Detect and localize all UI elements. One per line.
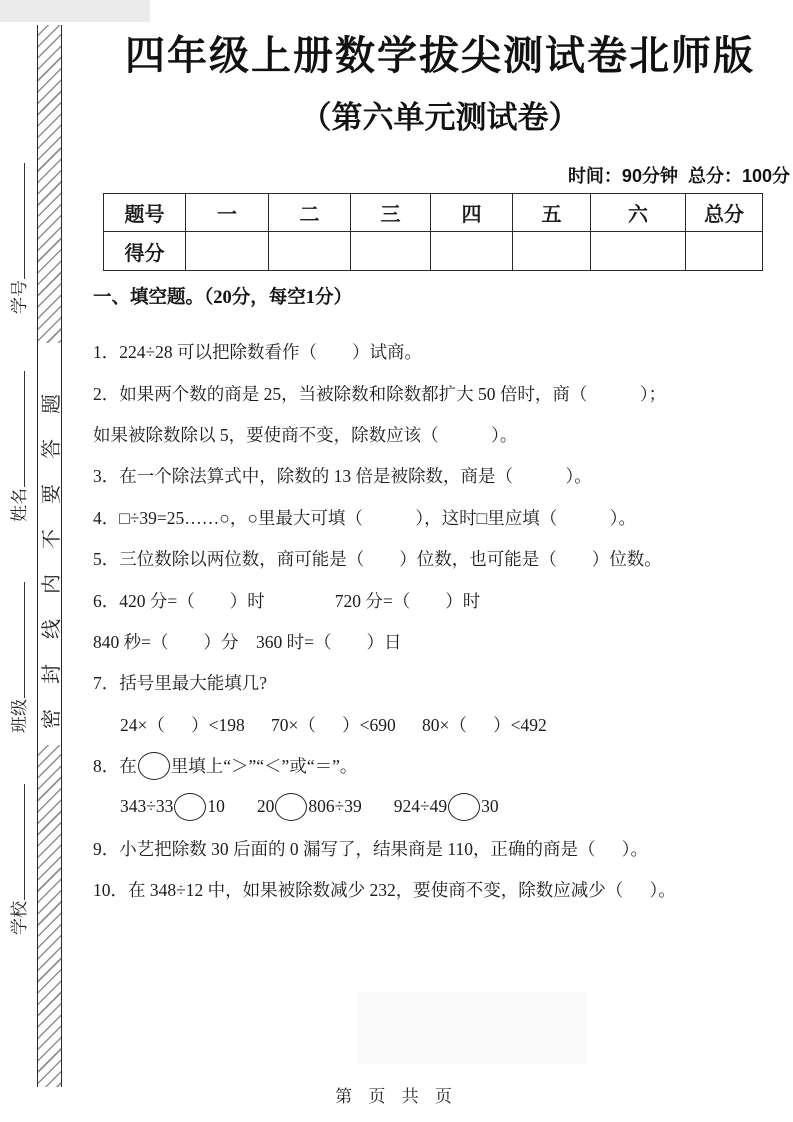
q8-item-1-post: 10	[207, 796, 225, 817]
score-table-corner: 题号	[104, 194, 186, 232]
q8-item-3-post: 30	[481, 796, 499, 817]
score-table-col-5: 五	[513, 194, 591, 232]
school-field	[9, 765, 31, 935]
question-8-items	[93, 786, 791, 827]
scan-artifact-top-left	[0, 0, 150, 22]
compare-circle-icon	[448, 793, 480, 821]
student-id-label: 学号	[10, 280, 29, 314]
question-8-text-post: 里填上“＞”“＜”或“＝”。	[170, 756, 358, 777]
question-1: 1．224÷28 可以把除数看作（ ）试商。	[93, 342, 422, 363]
compare-circle-icon	[138, 752, 170, 780]
name-blank-line	[9, 371, 25, 487]
class-label: 班级	[10, 699, 29, 733]
compare-circle-icon	[275, 793, 307, 821]
paper-subtitle: （第六单元测试卷）	[300, 100, 580, 135]
score-cell	[513, 232, 591, 271]
question-7: 7．括号里最大能填几?	[93, 673, 268, 694]
school-blank-line	[9, 784, 25, 900]
scan-artifact-bottom	[357, 992, 587, 1064]
score-cell	[431, 232, 513, 271]
question-8-text-pre: 8．在	[93, 756, 137, 777]
compare-circle-icon	[174, 793, 206, 821]
score-table	[103, 193, 763, 271]
student-id-field	[9, 144, 31, 314]
score-table-col-3: 三	[351, 194, 431, 232]
question-7-items: 24×（ ）<198 70×（ ）<690 80×（ ）<492	[120, 714, 547, 735]
question-2-line-1: 2．如果两个数的商是 25，当被除数和除数都扩大 50 倍时，商（ ）；	[93, 383, 667, 404]
score-cell	[686, 232, 763, 271]
seal-line-text: 密封线内不要答题	[41, 369, 63, 729]
time-and-total-score: 时间：90分钟 总分：100分	[567, 166, 790, 186]
score-cell	[351, 232, 431, 271]
name-field	[9, 352, 31, 522]
name-label: 姓名	[10, 488, 29, 522]
score-cell	[269, 232, 351, 271]
score-table-col-1: 一	[186, 194, 269, 232]
hatch-pattern-bottom	[38, 745, 61, 1087]
question-6-line-2: 840 秒=（ ）分 360 时=（ ）日	[93, 631, 402, 652]
score-row-label: 得分	[104, 232, 186, 271]
question-4: 4．□÷39=25……○，○里最大可填（ ），这时□里应填（ ）。	[93, 507, 637, 528]
questions-list	[93, 331, 791, 910]
q8-item-3-pre: 924÷49	[393, 796, 448, 817]
score-table-col-4: 四	[431, 194, 513, 232]
school-label: 学校	[10, 901, 29, 935]
q8-item-2-post: 806÷39	[308, 796, 362, 817]
score-table-col-total: 总分	[686, 194, 763, 232]
hatch-pattern-top	[38, 25, 61, 343]
page-footer: 第 页 共 页	[335, 1087, 458, 1106]
student-id-blank-line	[9, 163, 25, 279]
question-8	[93, 745, 791, 786]
class-field	[9, 563, 31, 733]
score-cell	[591, 232, 686, 271]
score-table-header-row	[104, 194, 763, 232]
question-9: 9．小艺把除数 30 后面的 0 漏写了，结果商是 110，正确的商是（ ）。	[93, 838, 648, 859]
question-6-line-1: 6．420 分=（ ）时 720 分=（ ）时	[93, 590, 481, 611]
score-table-col-2: 二	[269, 194, 351, 232]
question-2-line-2: 如果被除数除以 5，要使商不变，除数应该（ ）。	[93, 424, 518, 445]
q8-item-1-pre: 343÷33	[120, 796, 174, 817]
paper-title: 四年级上册数学拔尖测试卷北师版	[125, 34, 755, 78]
q8-item-2-pre: 20	[256, 796, 275, 817]
question-3: 3．在一个除法算式中，除数的 13 倍是被除数，商是（ ）。	[93, 466, 592, 487]
question-10: 10．在 348÷12 中，如果被除数减少 232，要使商不变，除数应减少（ ）。	[93, 880, 676, 901]
score-cell	[186, 232, 269, 271]
class-blank-line	[9, 582, 25, 698]
score-table-score-row	[104, 232, 763, 271]
section-one-heading: 一、填空题。（20分，每空1分）	[93, 288, 353, 308]
score-table-col-6: 六	[591, 194, 686, 232]
question-5: 5．三位数除以两位数，商可能是（ ）位数，也可能是（ ）位数。	[93, 549, 662, 570]
